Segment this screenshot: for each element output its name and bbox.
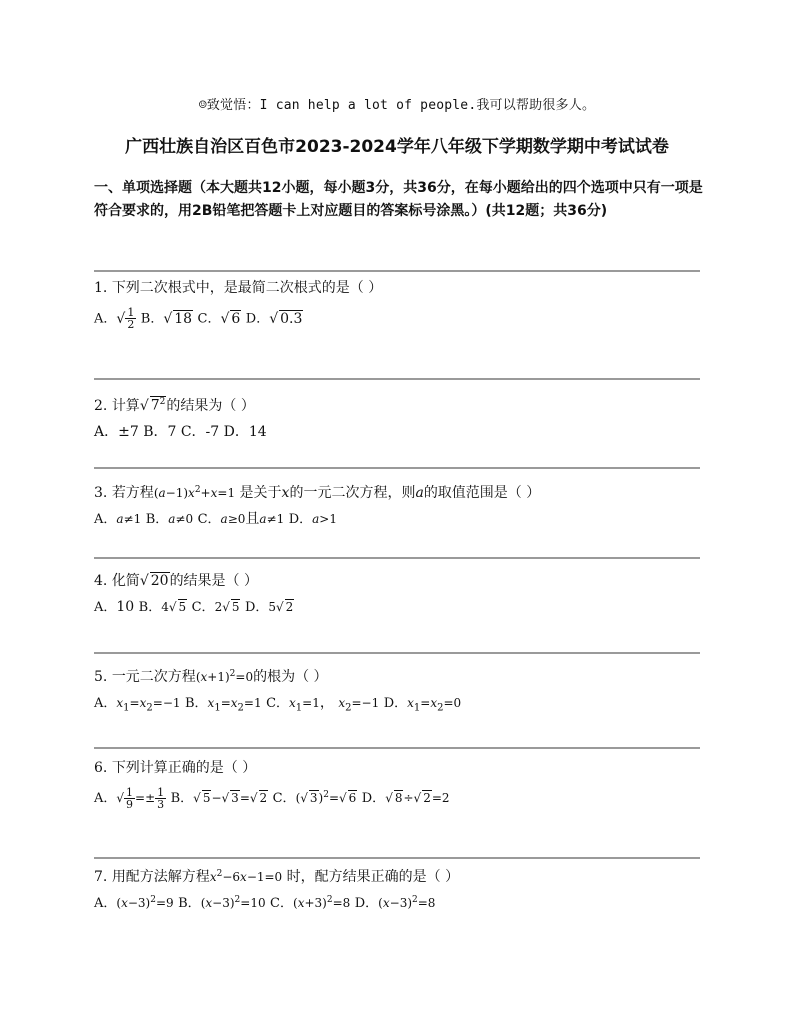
question-options: A．$(x-3)^2=9$ B．$(x-3)^2=10$ C．$(x+3)^2=8$ D．$(x-3)^2=8$ xyxy=(94,895,436,911)
motto-line: ☺致觉悟：I can help a lot of people.我可以帮助很多人。 xyxy=(198,98,596,113)
question-options: A．√ $\frac{1}{2}$ B．√ 18 C．√ 6 D．√ 0.3 xyxy=(94,306,303,331)
question-5: 5. 一元二次方程$(x+1)^2=0$的根为（ ） A．$x_1=x_2=-1$ B．$x_1=x_2=1$ C．$x_1=1$， $x_2=-1$ D．$x_1=x_2=0$ xyxy=(94,666,706,713)
question-options: A．±7 B．7 C．-7 D．14 xyxy=(94,424,267,440)
question-7: 7. 用配方法解方程$x^2-6x-1=0$ 时，配方结果正确的是（ ） A．$(x-3)^2=9$ B．$(x-3)^2=10$ C．$(x+3)^2=8$ D．$(x-3)^2=8$ xyxy=(94,866,706,911)
question-options: A．√ $\frac{1}{9}$ =± $\frac{1}{3}$ B．√ 5−√ 3=√ 2 C．(√ 3)$^2$=√ 6 D．√ 8÷√ 2=2 xyxy=(94,786,450,811)
exam-title: 广西壮族自治区百色市2023-2024学年八年级下学期数学期中考试试卷 xyxy=(125,137,669,157)
question-divider xyxy=(94,747,700,749)
question-options: A．10 B．4√ 5 C．2√ 5 D．5√ 2 xyxy=(94,599,294,615)
question-divider xyxy=(94,467,700,469)
section-heading: 一、单项选择题（本大题共12小题，每小题3分，共36分，在每小题给出的四个选项中只有一项是符合要求的，用2B铅笔把答题卡上对应题目的答案标号涂黑。）(共12题；共36分) xyxy=(94,180,703,219)
question-2: 2. 计算√ $7^2$的结果为（ ） A．±7 B．7 C．-7 D．14 xyxy=(94,395,706,441)
question-1 xyxy=(94,277,706,330)
question-4: 4. 化简√ 20的结果是（ ） A．10 B．4√ 5 C．2√ 5 D．5√ 2 xyxy=(94,570,706,615)
question-number: 1. xyxy=(94,280,108,296)
question-stem: 下列二次根式中，是最简二次根式的是（ ） xyxy=(111,280,383,296)
question-3: 3. 若方程$(a-1)x^2+x=1$ 是关于x的一元二次方程，则a的取值范围是（ ） A．a≠1 B．a≠0 C．a≥0且a≠1 D．a>1 xyxy=(94,482,706,528)
question-divider xyxy=(94,857,700,859)
question-divider xyxy=(94,557,700,559)
question-options: A．a≠1 B．a≠0 C．a≥0且a≠1 D．a>1 xyxy=(94,511,337,527)
question-divider xyxy=(94,652,700,654)
question-6: 6. 下列计算正确的是（ ） A．√ $\frac{1}{9}$ =± $\frac{1}{3}$ B．√ 5−√ 3=√ 2 C．(√ 3)$^2$=√ 6 D．√ 8÷√ 2=2 xyxy=(94,757,706,810)
question-divider xyxy=(94,270,700,272)
question-options: A．$x_1=x_2=-1$ B．$x_1=x_2=1$ C．$x_1=1$， $x_2=-1$ D．$x_1=x_2=0$ xyxy=(94,695,462,714)
question-divider xyxy=(94,378,700,380)
